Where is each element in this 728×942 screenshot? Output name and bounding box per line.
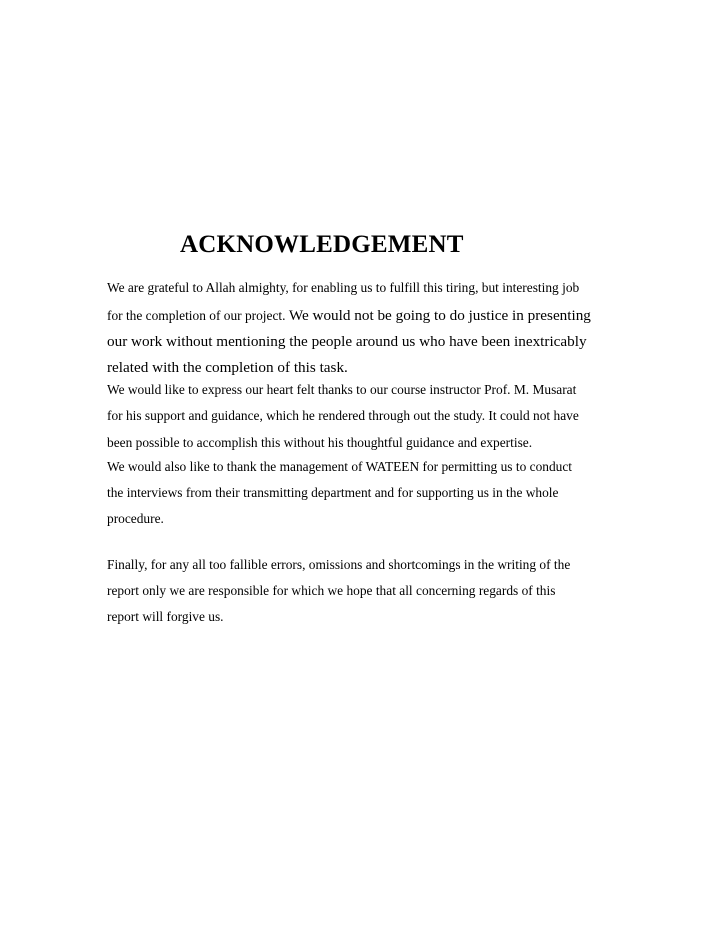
line-text: We would like to express our heart felt thanks to our course instructor Prof. M. Musarat xyxy=(107,382,577,397)
paragraph-line xyxy=(107,485,558,501)
line-text: been possible to accomplish this without his thoughtful guidance and expertise. xyxy=(107,435,533,450)
line-text: for his support and guidance, which he rendered through out the study. It could not have xyxy=(107,408,579,423)
line-text: the interviews from their transmitting department and for supporting us in the whole xyxy=(107,485,559,500)
line-text-large: related with the completion of this task. xyxy=(107,359,348,376)
paragraph-line xyxy=(107,609,224,625)
page-title: ACKNOWLEDGEMENT xyxy=(180,231,464,258)
paragraph-line xyxy=(107,435,532,451)
line-text-large: We would not be going to do justice in presenting xyxy=(288,307,591,324)
paragraph-line xyxy=(107,382,576,398)
paragraph-line xyxy=(107,307,591,325)
paragraph-line xyxy=(107,333,587,351)
line-text: report only we are responsible for which we hope that all concerning regards of this xyxy=(107,583,556,598)
line-text: We would also like to thank the management of WATEEN for permitting us to conduct xyxy=(107,459,573,474)
paragraph-line xyxy=(107,459,572,475)
paragraph-line xyxy=(107,511,164,527)
line-text: for the completion of our project. xyxy=(107,308,289,323)
line-text-large: our work without mentioning the people around us who have been inextricably xyxy=(107,333,587,350)
paragraph-line xyxy=(107,280,579,296)
paragraph-line xyxy=(107,408,579,424)
paragraph-line xyxy=(107,583,555,599)
line-text: Finally, for any all too fallible errors, omissions and shortcomings in the writing of the xyxy=(107,557,571,572)
line-text: procedure. xyxy=(107,511,164,526)
paragraph-line xyxy=(107,359,348,377)
line-text: report will forgive us. xyxy=(107,609,224,624)
line-text: We are grateful to Allah almighty, for enabling us to fulfill this tiring, but interesting job xyxy=(107,280,580,295)
paragraph-line xyxy=(107,557,570,573)
